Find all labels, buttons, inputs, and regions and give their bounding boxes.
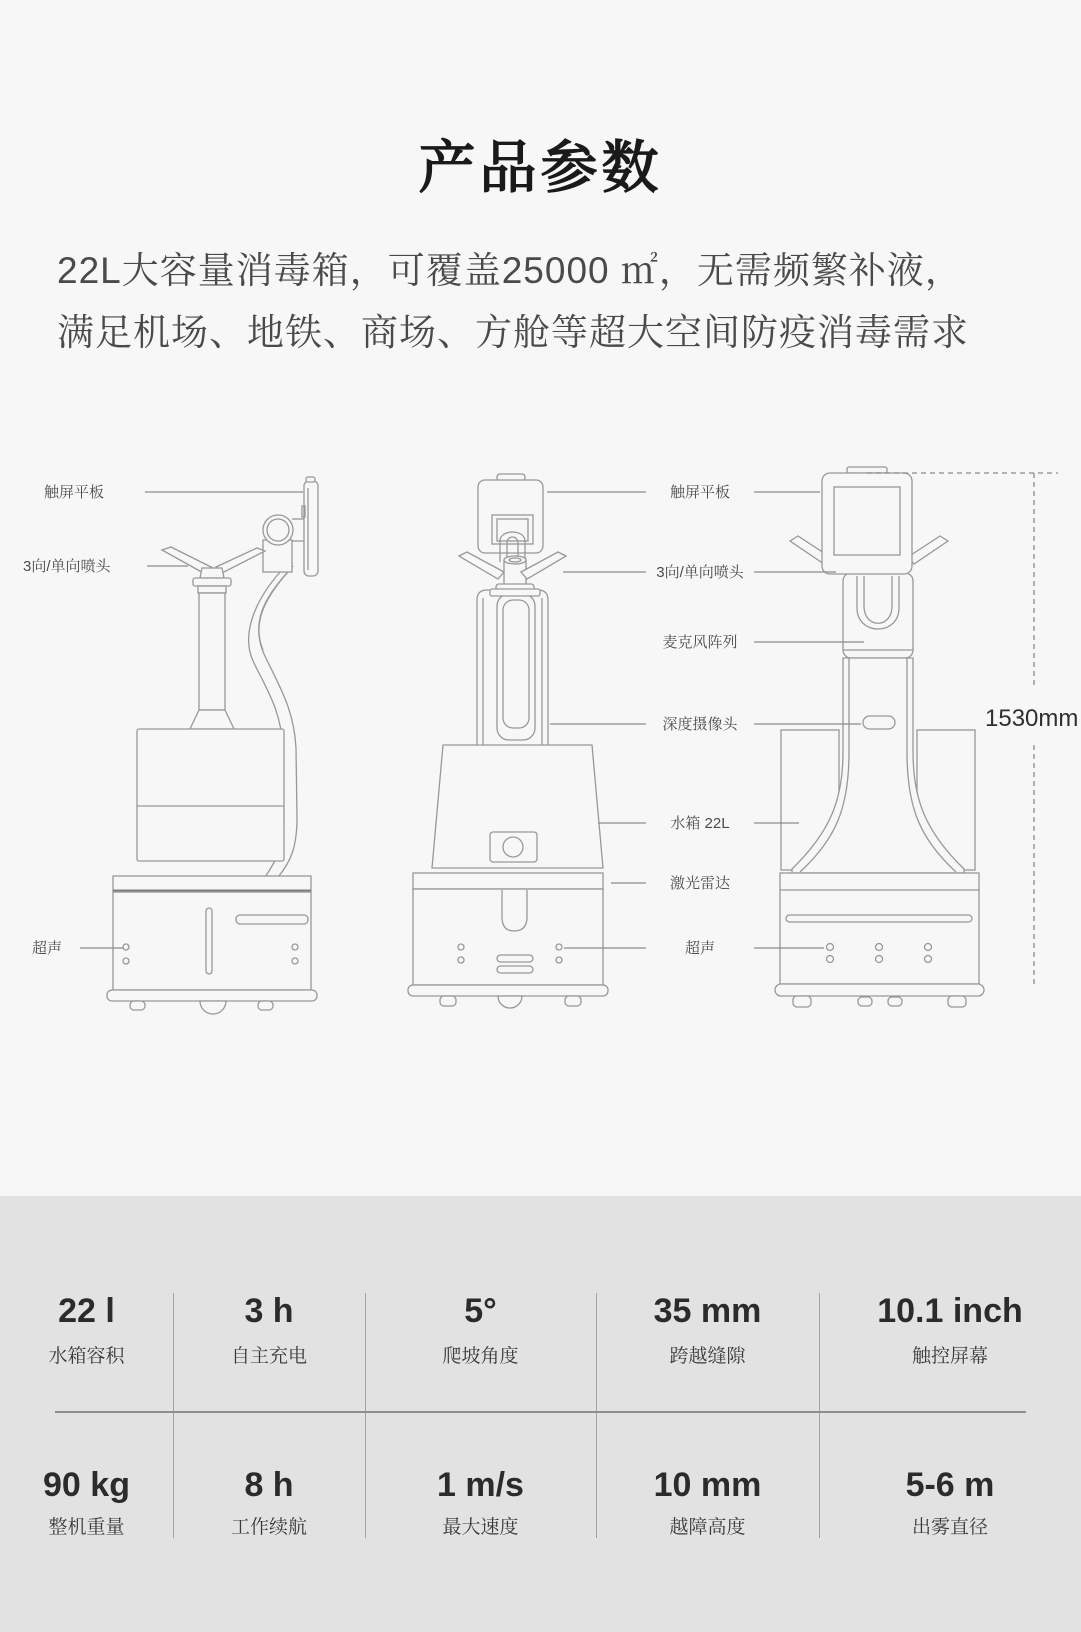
label-nozzle-left: 3向/单向喷头 — [23, 558, 111, 575]
spec-label: 爬坡角度 — [442, 1346, 519, 1367]
spec-label: 工作续航 — [230, 1517, 307, 1538]
spec-value: 1 m/s — [437, 1466, 524, 1504]
height-dimension-label: 1530mm — [985, 705, 1079, 732]
spec-label: 最大速度 — [442, 1517, 519, 1538]
product-diagram-svg — [0, 440, 1081, 1020]
spec-value: 5-6 m — [905, 1466, 995, 1504]
label-lidar: 激光雷达 — [669, 875, 730, 892]
subtitle-line-1: 22L大容量消毒箱，可覆盖25000 ㎡，无需频繁补液， — [57, 250, 963, 291]
label-water-tank: 水箱 22L — [670, 815, 730, 832]
robot-side-view-drawing — [107, 477, 318, 1014]
spec-table-background — [0, 1196, 1081, 1632]
spec-label: 自主充电 — [230, 1346, 307, 1367]
table-divider-horizontal — [55, 1411, 1026, 1413]
spec-value: 90 kg — [43, 1466, 130, 1504]
spec-value: 10.1 inch — [877, 1292, 1023, 1330]
spec-label: 触控屏幕 — [911, 1346, 988, 1367]
spec-value: 10 mm — [653, 1466, 762, 1504]
spec-value: 35 mm — [653, 1292, 762, 1330]
spec-value: 3 h — [244, 1292, 294, 1330]
spec-label: 水箱容积 — [48, 1346, 125, 1367]
label-tablet-left: 触屏平板 — [44, 484, 105, 501]
label-nozzle-center: 3向/单向喷头 — [656, 564, 744, 581]
side-tablet — [304, 481, 318, 576]
front-spray-arm — [459, 552, 504, 579]
page-title: 产品参数 — [418, 136, 663, 200]
robot-rear-view-drawing — [775, 467, 984, 1007]
spec-label: 整机重量 — [48, 1517, 125, 1538]
spec-value: 5° — [464, 1292, 497, 1330]
spec-value: 22 l — [58, 1292, 115, 1330]
robot-front-view-drawing — [408, 474, 608, 1008]
rear-tablet — [822, 473, 912, 574]
spec-label: 出雾直径 — [911, 1517, 988, 1538]
side-tank — [137, 729, 284, 861]
label-ultrasonic-center: 超声 — [684, 940, 715, 957]
label-ultrasonic-left: 超声 — [32, 940, 63, 957]
label-mic-array: 麦克风阵列 — [662, 634, 738, 651]
spec-label: 越障高度 — [669, 1517, 746, 1538]
label-tablet-center: 触屏平板 — [669, 484, 730, 501]
label-depth-camera: 深度摄像头 — [662, 716, 738, 733]
subtitle-line-2: 满足机场、地铁、商场、方舱等超大空间防疫消毒需求 — [57, 312, 969, 353]
spec-value: 8 h — [244, 1466, 294, 1504]
spec-label: 跨越缝隙 — [669, 1346, 746, 1367]
rear-depth-camera-slot — [863, 716, 895, 729]
